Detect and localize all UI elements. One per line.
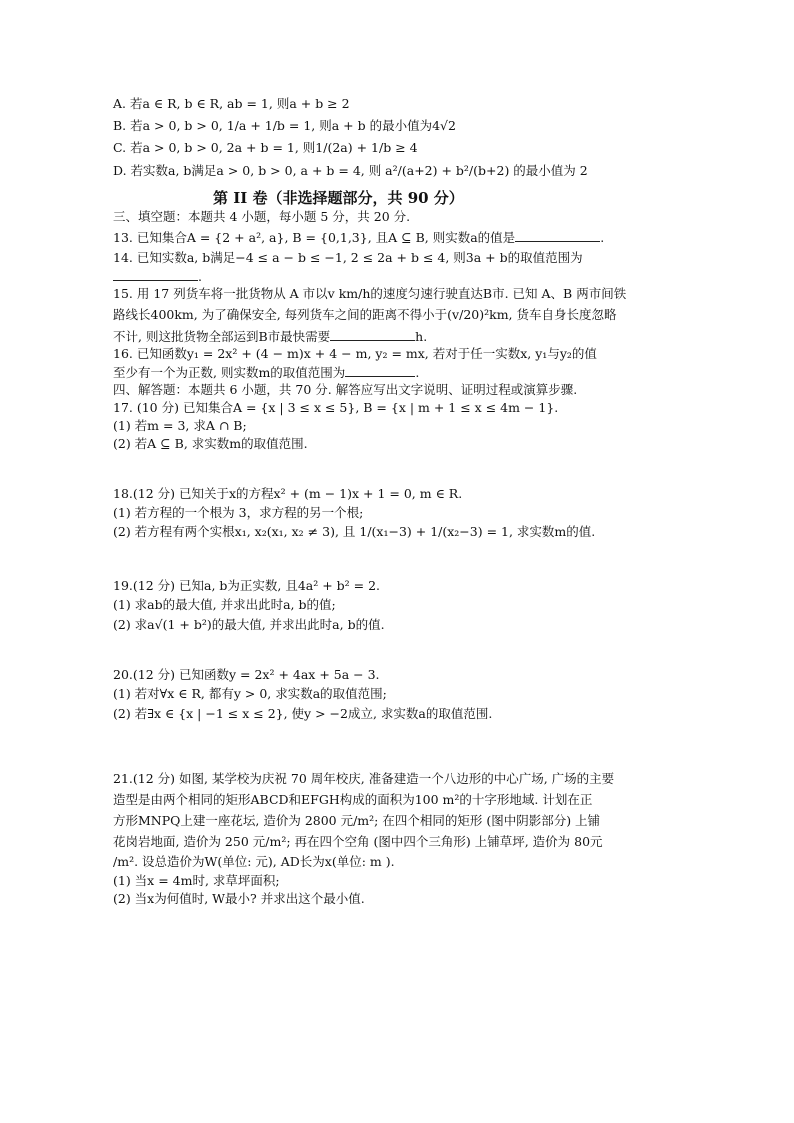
question-14-end: . [198, 269, 202, 284]
question-15-unit: h. [415, 329, 428, 344]
question-20-part2: (2) 若∃x ∈ {x | −1 ≤ x ≤ 2}, 使y > −2成立, 求实数a的取值范围. [113, 706, 493, 721]
choice-c: C. 若a > 0, b > 0, 2a + b = 1, 则1/(2a) + 1/b ≥ 4 [113, 140, 418, 155]
question-19: 19.(12 分) 已知a, b为正实数, 且4a² + b² = 2. [113, 578, 381, 593]
question-14-blank-line [113, 268, 202, 285]
question-17-part2: (2) 若A ⊆ B, 求实数m的取值范围. [113, 436, 308, 451]
question-18: 18.(12 分) 已知关于x的方程x² + (m − 1)x + 1 = 0, m ∈ R. [113, 486, 463, 501]
question-13-end: . [600, 230, 605, 245]
answer-blank-15[interactable] [330, 328, 415, 341]
choice-d: D. 若实数a, b满足a > 0, b > 0, a + b = 4, 则 a²/(a+2) + b²/(b+2) 的最小值为 2 [113, 163, 588, 178]
question-21-part2: (2) 当x为何值时, W最小? 并求出这个最小值. [113, 891, 365, 906]
question-16-end: . [415, 365, 420, 380]
question-13-text: 13. 已知集合A = {2 + a², a}, B = {0,1,3}, 且A ⊆ B, 则实数a的值是 [113, 230, 516, 245]
question-15-line1: 15. 用 17 列货车将一批货物从 A 市以v km/h的速度匀速行驶直达B市. 已知 A、B 两市间铁 [113, 286, 627, 301]
choice-a: A. 若a ∈ R, b ∈ R, ab = 1, 则a + b ≥ 2 [113, 96, 350, 111]
question-21-line5: /m². 设总造价为W(单位: 元), AD长为x(单位: m ). [113, 854, 395, 869]
question-14: 14. 已知实数a, b满足−4 ≤ a − b ≤ −1, 2 ≤ 2a + b ≤ 4, 则3a + b的取值范围为 [113, 250, 583, 265]
answer-blank-16[interactable] [345, 364, 415, 377]
question-13 [113, 229, 604, 246]
solve-heading: 四、解答题：本题共 6 小题，共 70 分. 解答应写出文字说明、证明过程或演算步骤. [113, 382, 578, 397]
question-15-line3 [113, 328, 427, 345]
question-19-part2: (2) 求a√(1 + b²)的最大值, 并求出此时a, b的值. [113, 617, 385, 632]
question-16-line1: 16. 已知函数y₁ = 2x² + (4 − m)x + 4 − m, y₂ = mx, 若对于任一实数x, y₁与y₂的值 [113, 346, 597, 361]
question-21-part1: (1) 当x = 4m时, 求草坪面积; [113, 873, 280, 888]
question-16-line2 [113, 364, 419, 381]
question-19-part1: (1) 求ab的最大值, 并求出此时a, b的值; [113, 597, 336, 612]
question-21-line1: 21.(12 分) 如图, 某学校为庆祝 70 周年校庆, 准备建造一个八边形的中心广场, 广场的主要 [113, 771, 615, 786]
question-18-part2: (2) 若方程有两个实根x₁, x₂(x₁, x₂ ≠ 3), 且 1/(x₁−3) + 1/(x₂−3) = 1, 求实数m的值. [113, 524, 596, 539]
question-17: 17. (10 分) 已知集合A = {x | 3 ≤ x ≤ 5}, B = {x | m + 1 ≤ x ≤ 4m − 1}. [113, 400, 559, 415]
question-21-line4: 花岗岩地面, 造价为 250 元/m²; 再在四个空角 (图中四个三角形) 上铺草坪, 造价为 80元 [113, 834, 603, 849]
fill-heading: 三、填空题：本题共 4 小题，每小题 5 分，共 20 分. [113, 209, 411, 224]
question-15-text: 不计, 则这批货物全部运到B市最快需要 [113, 329, 331, 344]
question-17-part1: (1) 若m = 3, 求A ∩ B; [113, 418, 247, 433]
question-20: 20.(12 分) 已知函数y = 2x² + 4ax + 5a − 3. [113, 667, 380, 682]
question-20-part1: (1) 若对∀x ∈ R, 都有y > 0, 求实数a的取值范围; [113, 686, 387, 701]
question-18-part1: (1) 若方程的一个根为 3，求方程的另一个根; [113, 505, 364, 520]
question-16-text: 至少有一个为正数, 则实数m的取值范围为 [113, 365, 346, 380]
answer-blank-14[interactable] [113, 268, 198, 281]
answer-blank-13[interactable] [515, 229, 600, 242]
question-15-line2: 路线长400km, 为了确保安全, 每列货车之间的距离不得小于(v/20)²km, 货车自身长度忽略 [113, 307, 617, 322]
choice-b: B. 若a > 0, b > 0, 1/a + 1/b = 1, 则a + b 的最小值为4√2 [113, 118, 456, 133]
question-21-line3: 方形MNPQ上建一座花坛, 造价为 2800 元/m²; 在四个相同的矩形 (图中阴影部分) 上铺 [113, 813, 601, 828]
part2-title: 第 II 卷（非选择题部分，共 90 分） [213, 189, 464, 207]
question-21-line2: 造型是由两个相同的矩形ABCD和EFGH构成的面积为100 m²的十字形地域. 计划在正 [113, 792, 593, 807]
